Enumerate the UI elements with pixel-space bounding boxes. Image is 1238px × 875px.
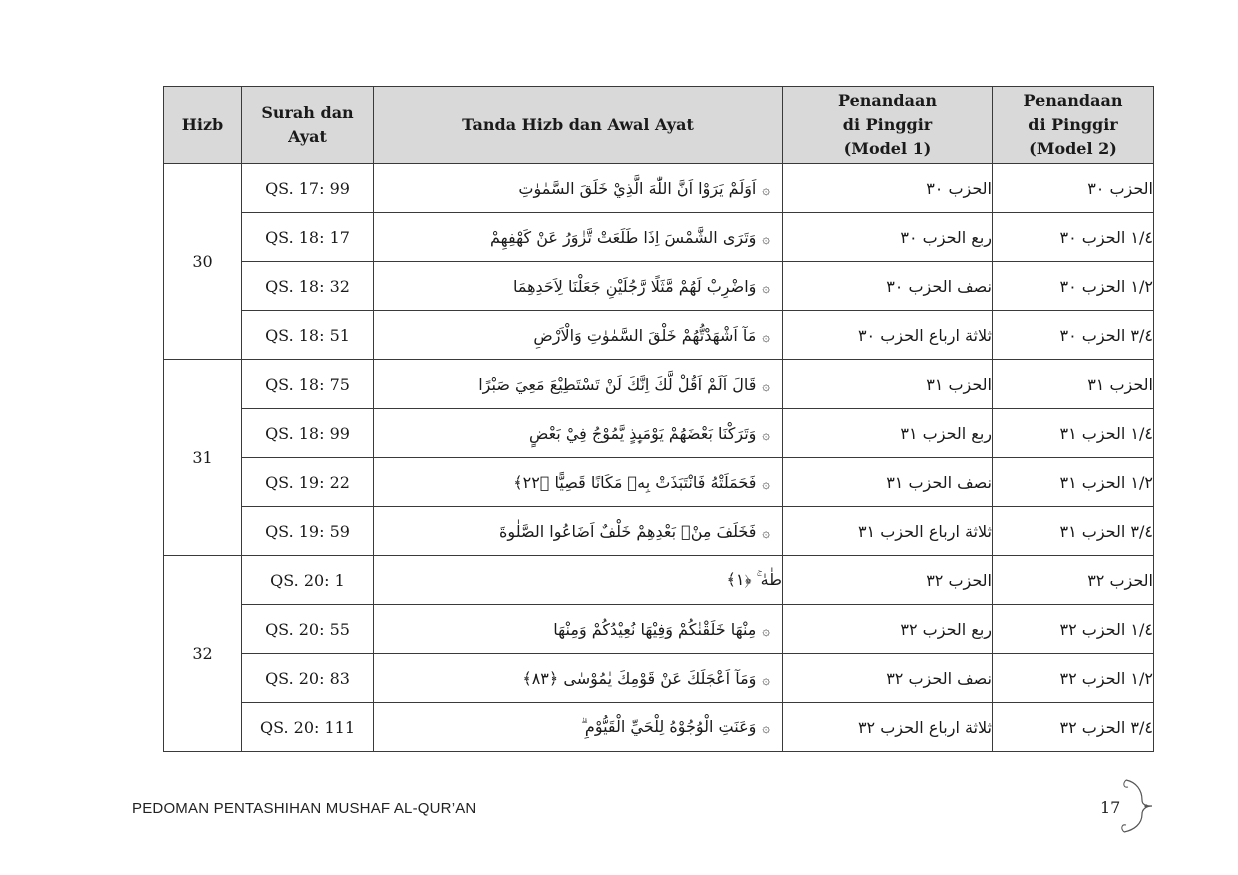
table-row bbox=[164, 360, 1154, 409]
model-1-cell: الحزب ٣٢ bbox=[783, 556, 993, 605]
model-2-cell: الحزب ٣٢ bbox=[993, 556, 1154, 605]
table-row bbox=[164, 458, 1154, 507]
model-2-cell: ١/٤ الحزب ٣٠ bbox=[993, 213, 1154, 262]
ayat-cell: ۞فَحَمَلَتْهُ فَانْتَبَذَتْ بِهٖ مَكَانًا قَصِيًّا ﴿٢٢﴾ bbox=[374, 458, 783, 507]
surah-ref-cell: QS. 20: 111 bbox=[242, 703, 374, 752]
surah-ref-cell: QS. 19: 59 bbox=[242, 507, 374, 556]
header-model-1: Penandaan di Pinggir (Model 1) bbox=[783, 87, 993, 164]
model-1-cell: ربع الحزب ٣٠ bbox=[783, 213, 993, 262]
ayat-cell: ۞اَوَلَمْ يَرَوْا اَنَّ اللّٰهَ الَّذِيْ خَلَقَ السَّمٰوٰتِ bbox=[374, 164, 783, 213]
model-2-cell: ١/٢ الحزب ٣٢ bbox=[993, 654, 1154, 703]
model-2-cell: ١/٤ الحزب ٣١ bbox=[993, 409, 1154, 458]
model-2-cell: ١/٢ الحزب ٣٠ bbox=[993, 262, 1154, 311]
table-row bbox=[164, 703, 1154, 752]
model-1-cell: ربع الحزب ٣١ bbox=[783, 409, 993, 458]
hizb-table bbox=[163, 86, 1154, 752]
footer-book-title: PEDOMAN PENTASHIHAN MUSHAF AL-QUR’AN bbox=[132, 800, 477, 817]
ayat-cell: ۞قَالَ اَلَمْ اَقُلْ لَّكَ اِنَّكَ لَنْ تَسْتَطِيْعَ مَعِيَ صَبْرًا bbox=[374, 360, 783, 409]
hizb-number-cell: 31 bbox=[164, 360, 242, 556]
ayat-cell: طٰهٰ ۚ ﴿١﴾ bbox=[374, 556, 783, 605]
surah-ref-cell: QS. 18: 32 bbox=[242, 262, 374, 311]
model-2-cell: ١/٢ الحزب ٣١ bbox=[993, 458, 1154, 507]
model-1-cell: الحزب ٣١ bbox=[783, 360, 993, 409]
ayat-cell: ۞مِنْهَا خَلَقْنٰكُمْ وَفِيْهَا نُعِيْدُكُمْ وَمِنْهَا bbox=[374, 605, 783, 654]
page-ornament-icon bbox=[1112, 776, 1154, 836]
table-row bbox=[164, 213, 1154, 262]
rub-el-hizb-icon: ۞ bbox=[762, 525, 770, 541]
hizb-number-cell: 30 bbox=[164, 164, 242, 360]
ayat-cell: ۞فَخَلَفَ مِنْۢ بَعْدِهِمْ خَلْفٌ اَضَاعُوا الصَّلٰوةَ bbox=[374, 507, 783, 556]
ayat-cell: ۞وَاضْرِبْ لَهُمْ مَّثَلًا رَّجُلَيْنِ جَعَلْنَا لِاَحَدِهِمَا bbox=[374, 262, 783, 311]
rub-el-hizb-icon: ۞ bbox=[762, 427, 770, 443]
surah-ref-cell: QS. 18: 99 bbox=[242, 409, 374, 458]
rub-el-hizb-icon: ۞ bbox=[762, 280, 770, 296]
model-1-cell: ربع الحزب ٣٢ bbox=[783, 605, 993, 654]
rub-el-hizb-icon: ۞ bbox=[762, 623, 770, 639]
table-row bbox=[164, 311, 1154, 360]
rub-el-hizb-icon: ۞ bbox=[762, 182, 770, 198]
model-2-cell: الحزب ٣٠ bbox=[993, 164, 1154, 213]
surah-ref-cell: QS. 20: 55 bbox=[242, 605, 374, 654]
model-2-cell: ١/٤ الحزب ٣٢ bbox=[993, 605, 1154, 654]
surah-ref-cell: QS. 20: 83 bbox=[242, 654, 374, 703]
model-2-cell: ٣/٤ الحزب ٣٢ bbox=[993, 703, 1154, 752]
surah-ref-cell: QS. 18: 51 bbox=[242, 311, 374, 360]
rub-el-hizb-icon: ۞ bbox=[762, 329, 770, 345]
table-row bbox=[164, 654, 1154, 703]
ayat-cell: ۞مَآ اَشْهَدْتُّهُمْ خَلْقَ السَّمٰوٰتِ وَالْاَرْضِ bbox=[374, 311, 783, 360]
table-header-row bbox=[164, 87, 1154, 164]
model-1-cell: ثلاثة ارباع الحزب ٣٢ bbox=[783, 703, 993, 752]
header-model-2: Penandaan di Pinggir (Model 2) bbox=[993, 87, 1154, 164]
table-row bbox=[164, 556, 1154, 605]
table-row bbox=[164, 507, 1154, 556]
rub-el-hizb-icon: ۞ bbox=[762, 672, 770, 688]
ayat-cell: ۞وَتَرَى الشَّمْسَ اِذَا طَلَعَتْ تَّزٰوَرُ عَنْ كَهْفِهِمْ bbox=[374, 213, 783, 262]
table-row bbox=[164, 605, 1154, 654]
ayat-cell: ۞وَعَنَتِ الْوُجُوْهُ لِلْحَيِّ الْقَيُّوْمِ ۗ bbox=[374, 703, 783, 752]
surah-ref-cell: QS. 19: 22 bbox=[242, 458, 374, 507]
model-1-cell: نصف الحزب ٣٠ bbox=[783, 262, 993, 311]
table-row bbox=[164, 409, 1154, 458]
surah-ref-cell: QS. 18: 75 bbox=[242, 360, 374, 409]
model-1-cell: ثلاثة ارباع الحزب ٣٠ bbox=[783, 311, 993, 360]
model-2-cell: ٣/٤ الحزب ٣٠ bbox=[993, 311, 1154, 360]
ayat-cell: ۞وَمَآ اَعْجَلَكَ عَنْ قَوْمِكَ يٰمُوْسٰى ﴿٨٣﴾ bbox=[374, 654, 783, 703]
hizb-number-cell: 32 bbox=[164, 556, 242, 752]
surah-ref-cell: QS. 18: 17 bbox=[242, 213, 374, 262]
model-1-cell: نصف الحزب ٣١ bbox=[783, 458, 993, 507]
model-1-cell: نصف الحزب ٣٢ bbox=[783, 654, 993, 703]
header-tanda-hizb: Tanda Hizb dan Awal Ayat bbox=[374, 87, 783, 164]
page-number: 17 bbox=[1100, 798, 1121, 817]
ayat-cell: ۞وَتَرَكْنَا بَعْضَهُمْ يَوْمَىِٕذٍ يَّمُوْجُ فِيْ بَعْضٍ bbox=[374, 409, 783, 458]
table-row bbox=[164, 164, 1154, 213]
rub-el-hizb-icon: ۞ bbox=[762, 231, 770, 247]
surah-ref-cell: QS. 20: 1 bbox=[242, 556, 374, 605]
table-row bbox=[164, 262, 1154, 311]
rub-el-hizb-icon: ۞ bbox=[762, 721, 770, 736]
model-2-cell: الحزب ٣١ bbox=[993, 360, 1154, 409]
surah-ref-cell: QS. 17: 99 bbox=[242, 164, 374, 213]
model-1-cell: الحزب ٣٠ bbox=[783, 164, 993, 213]
rub-el-hizb-icon: ۞ bbox=[762, 378, 770, 394]
header-hizb: Hizb bbox=[164, 87, 242, 164]
model-2-cell: ٣/٤ الحزب ٣١ bbox=[993, 507, 1154, 556]
model-1-cell: ثلاثة ارباع الحزب ٣١ bbox=[783, 507, 993, 556]
rub-el-hizb-icon: ۞ bbox=[762, 476, 770, 492]
header-surah-ayat: Surah dan Ayat bbox=[242, 87, 374, 164]
